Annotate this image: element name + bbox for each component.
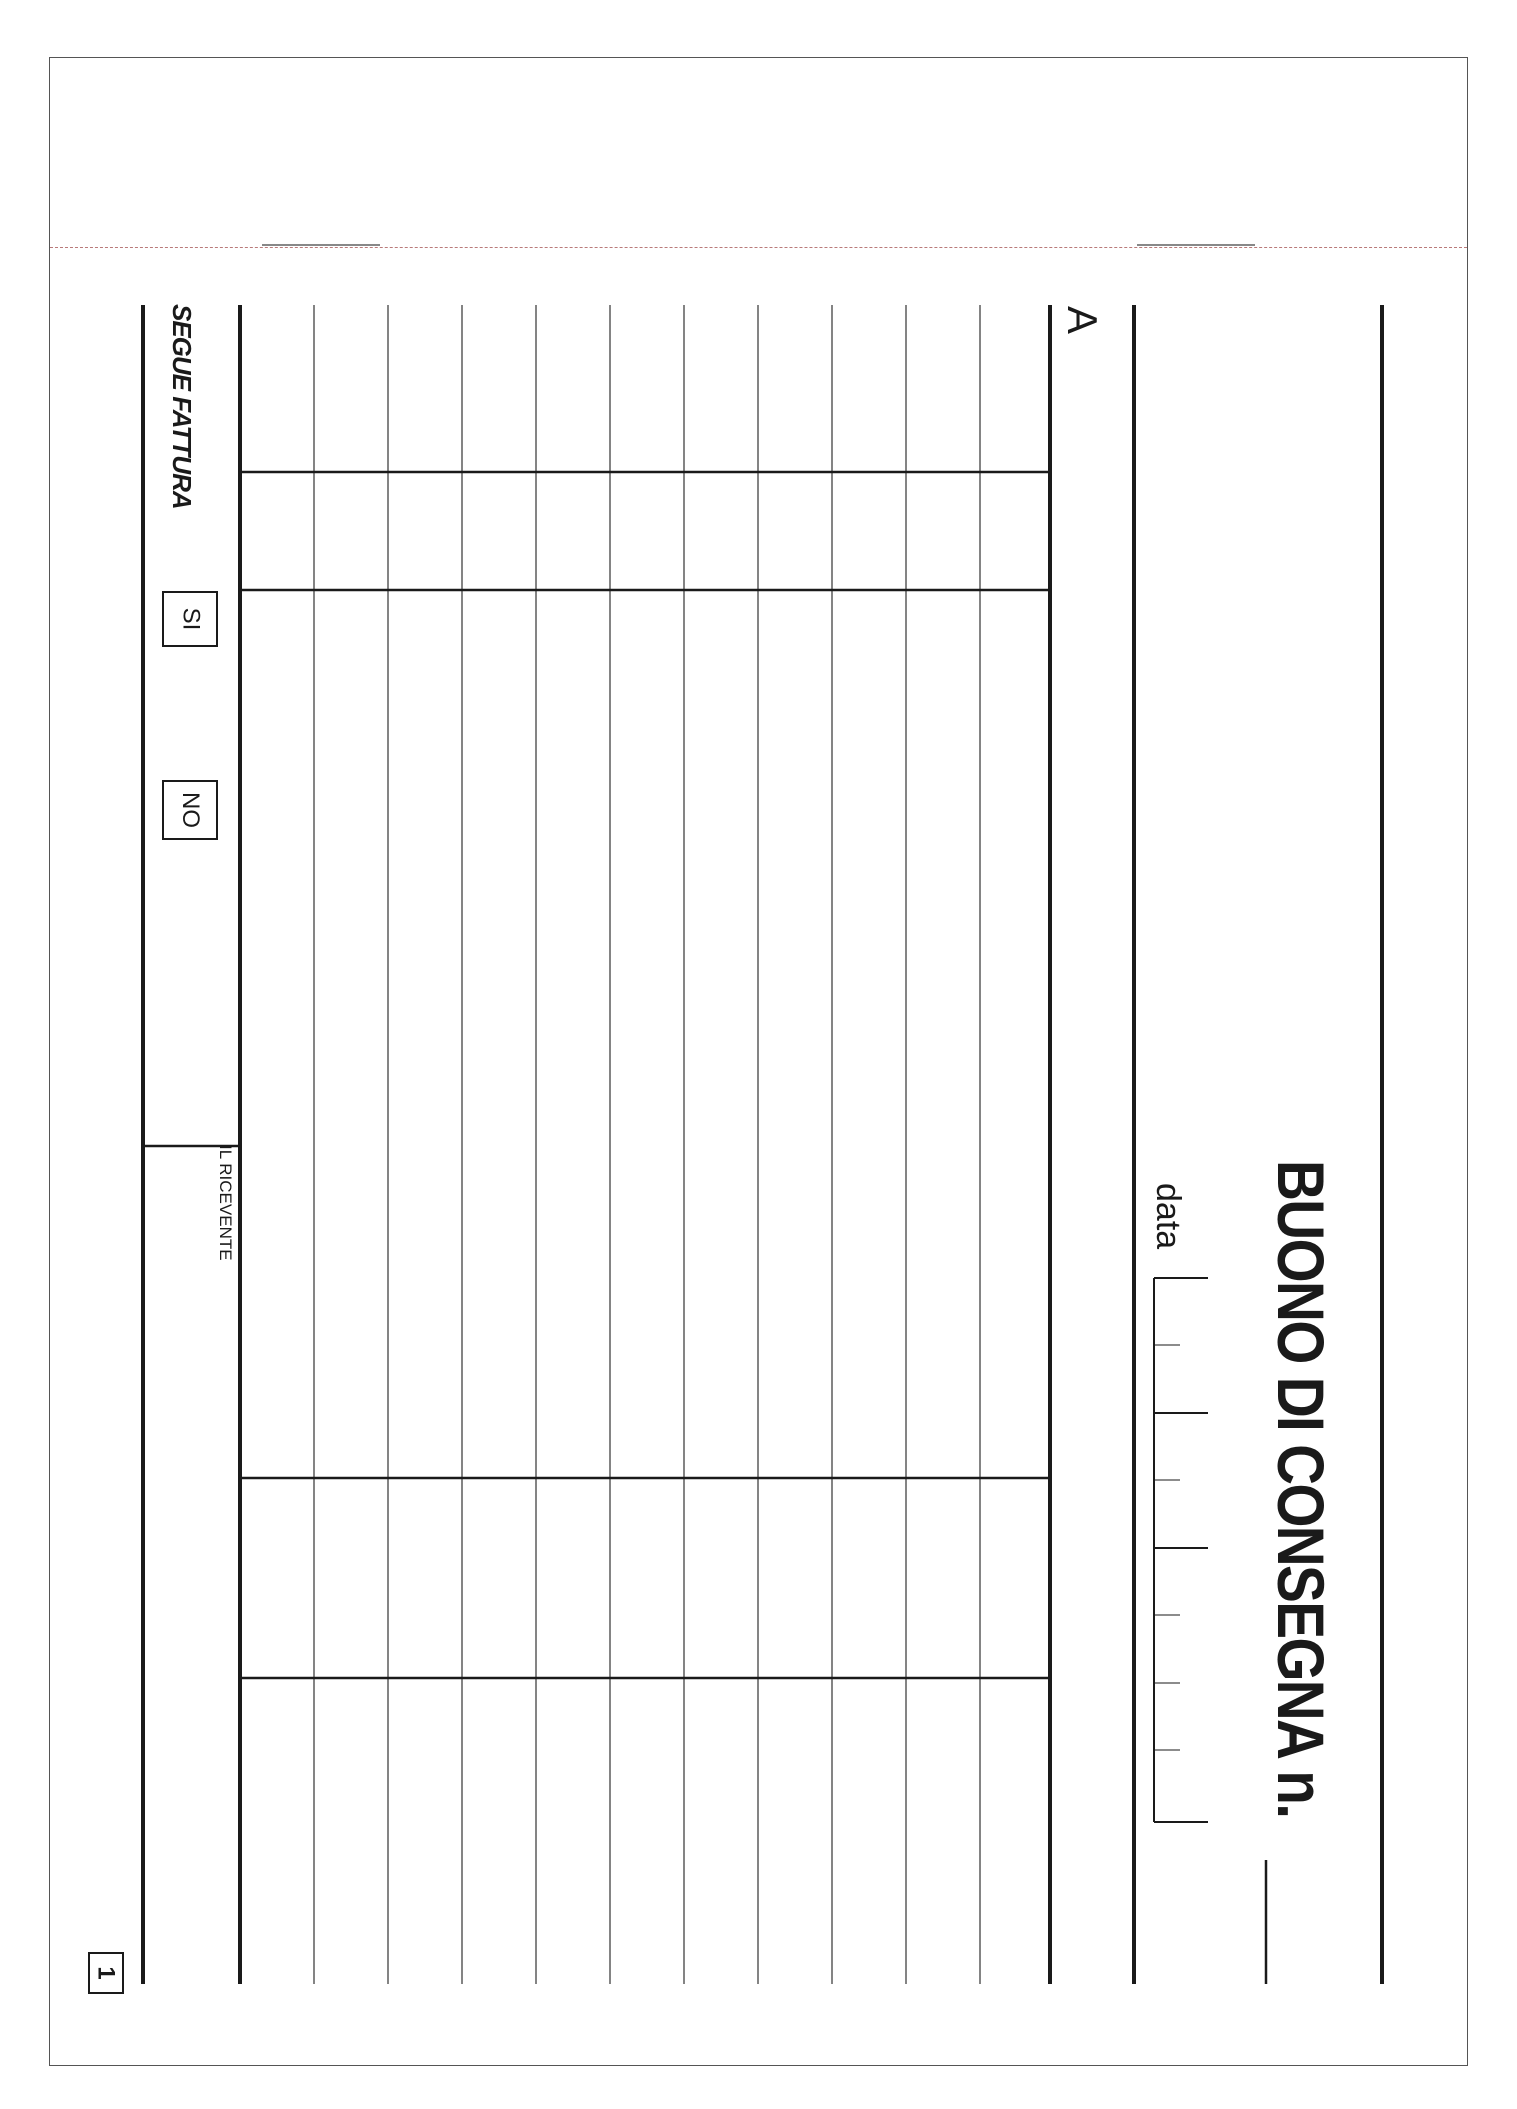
no-checkbox[interactable] xyxy=(162,780,218,840)
yes-checkbox[interactable] xyxy=(162,591,218,647)
follows-invoice-label: SEGUE FATTURA xyxy=(167,304,197,509)
page-number: 1 xyxy=(92,1966,120,1980)
recipient-prefix: A xyxy=(1059,305,1106,334)
yes-option-label: SI xyxy=(177,607,204,631)
no-option-label: NO xyxy=(177,792,204,828)
form-title: BUONO DI CONSEGNA n. xyxy=(1264,1160,1338,1818)
receiver-label: IL RICEVENTE xyxy=(216,1145,235,1261)
page-number-box xyxy=(88,1952,124,1994)
date-label: data xyxy=(1149,1183,1187,1250)
